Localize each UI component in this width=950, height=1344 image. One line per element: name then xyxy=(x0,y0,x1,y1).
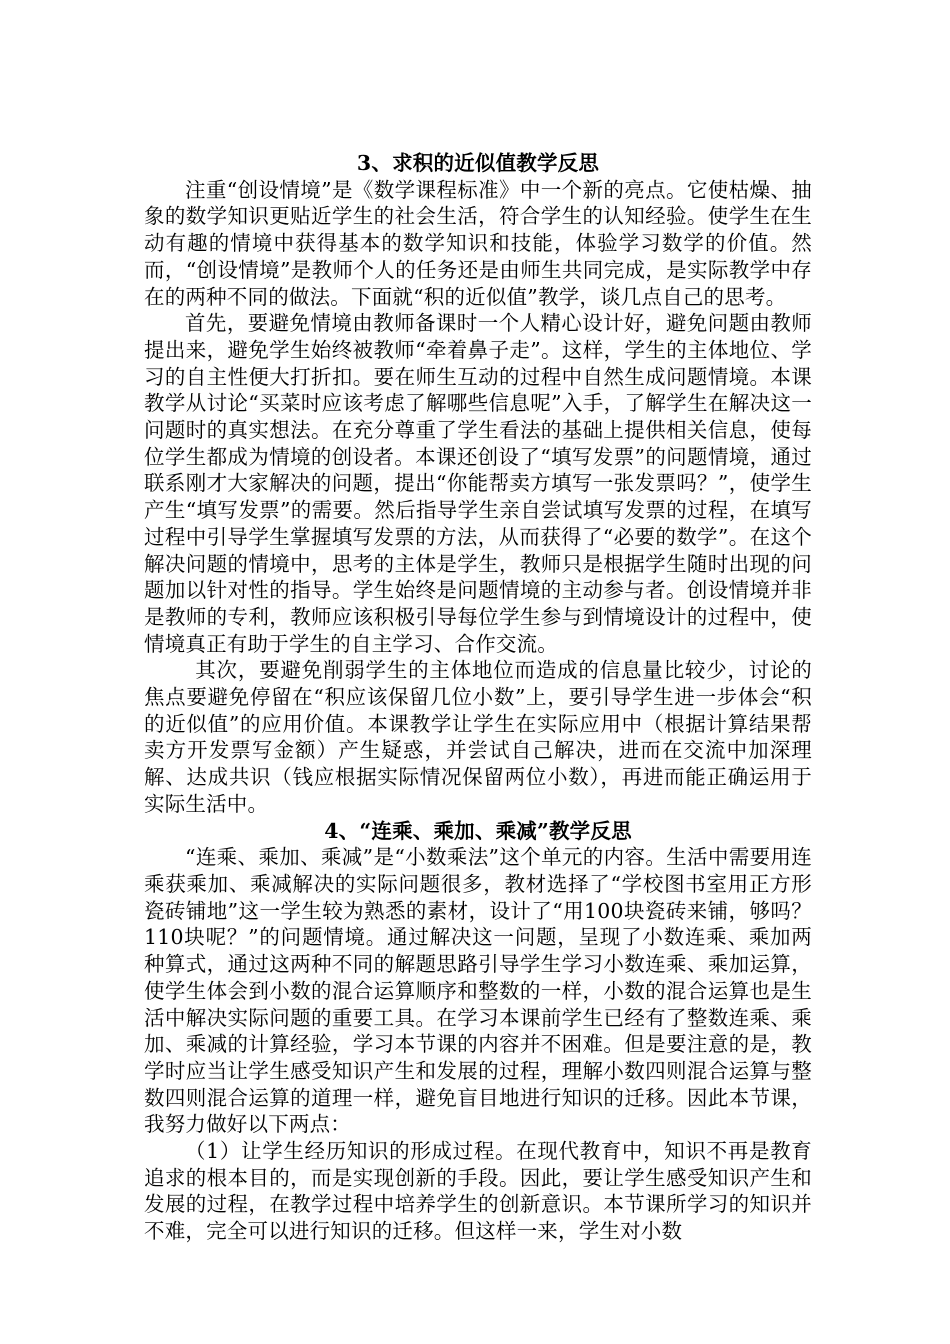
paragraph-second-point: 其次，要避免削弱学生的主体地位而造成的信息量比较少，讨论的焦点要避免停留在“积应该保留几位小数”上，要引导学生进一步体会“积的近似值”的应用价值。本课教学让学生在实际应用中（根据计算结果帮卖方开发票写金额）产生疑惑，并尝试自己解决，进而在交流中加深理解、达成共识（钱应根据实际情况保留两位小数），再进而能正确运用于实际生活中。 xyxy=(144,658,812,816)
paragraph-first-point: 首先，要避免情境由教师备课时一个人精心设计好，避免问题由教师提出来，避免学生始终被教师“牵着鼻子走”。这样，学生的主体地位、学习的自主性便大打折扣。要在师生互动的过程中自然生成问题情境。本课教学从讨论“买菜时应该考虑了解哪些信息呢”入手，了解学生在解决这一问题时的真实想法。在充分尊重了学生看法的基础上提供相关信息，使每位学生都成为情境的创设者。本课还创设了“填写发票”的问题情境，通过联系刚才大家解决的问题，提出“你能帮卖方填写一张发票吗？”，使学生产生“填写发票”的需要。然后指导学生亲自尝试填写发票的过程，在填写过程中引导学生掌握填写发票的方法，从而获得了“必要的数学”。在这个解决问题的情境中，思考的主体是学生，教师只是根据学生随时出现的问题加以针对性的指导。学生始终是问题情境的主动参与者。创设情境并非是教师的专利，教师应该积极引导每位学生参与到情境设计的过程中，使情境真正有助于学生的自主学习、合作交流。 xyxy=(144,311,812,656)
section-heading-3: 3、求积的近似值教学反思 xyxy=(356,151,600,175)
paragraph-intro: 注重“创设情境”是《数学课程标准》中一个新的亮点。它使枯燥、抽象的数学知识更贴近学生的社会生活，符合学生的认知经验。使学生在生动有趣的情境中获得基本的数学知识和技能，体验学习数学的价值。然而，“创设情境”是教师个人的任务还是由师生共同完成，是实际教学中存在的两种不同的做法。下面就“积的近似值”教学，谈几点自己的思考。 xyxy=(144,177,812,309)
section-heading-4: 4、“连乘、乘加、乘减”教学反思 xyxy=(324,818,632,843)
document-body xyxy=(144,150,812,1245)
paragraph-point-1: （1）让学生经历知识的形成过程。在现代教育中，知识不再是教育追求的根本目的，而是实现创新的手段。因此，要让学生感受知识产生和发展的过程，在教学过程中培养学生的创新意识。本节课所学习的知识并不难，完全可以进行知识的迁移。但这样一来，学生对小数 xyxy=(144,1139,812,1244)
paragraph-lesson-overview: “连乘、乘加、乘减”是“小数乘法”这个单元的内容。生活中需要用连乘获乘加、乘减解决的实际问题很多，教材选择了“学校图书室用正方形瓷砖铺地”这一学生较为熟悉的素材，设计了“用100块瓷砖来铺，够吗？110块呢？”的问题情境。通过解决这一问题，呈现了小数连乘、乘加两种算式，通过这两种不同的解题思路引导学生学习小数连乘、乘加运算，使学生体会到小数的混合运算顺序和整数的一样，小数的混合运算也是生活中解决实际问题的重要工具。在学习本课前学生已经有了整数连乘、乘加、乘减的计算经验，学习本节课的内容并不困难。但是要注意的是，教学时应当让学生感受知识产生和发展的过程，理解小数四则混合运算与整数四则混合运算的道理一样，避免盲目地进行知识的迁移。因此本节课，我努力做好以下两点： xyxy=(144,845,812,1137)
